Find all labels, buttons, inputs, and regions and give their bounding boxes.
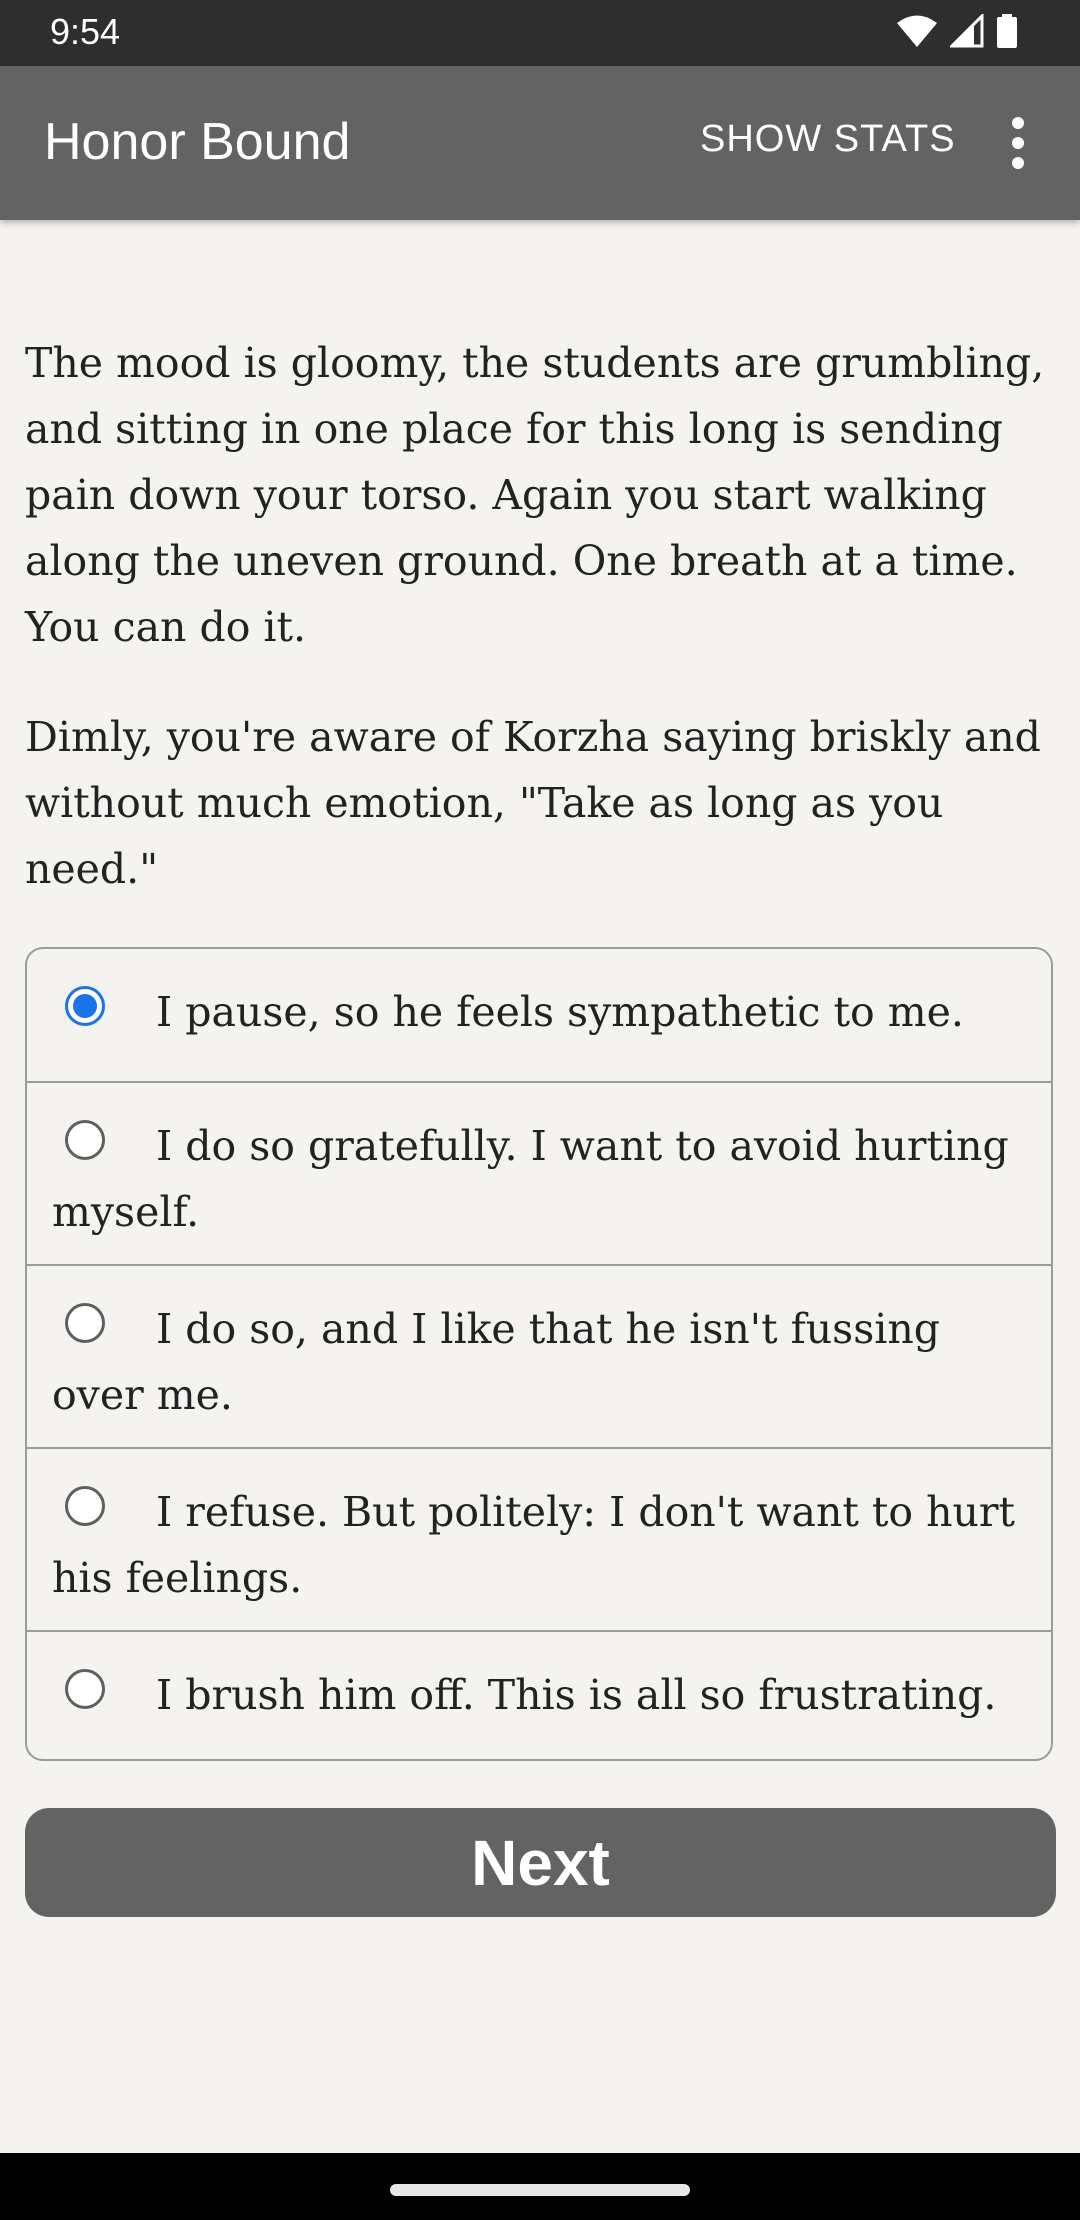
app-title: Honor Bound xyxy=(44,113,351,171)
status-bar xyxy=(0,0,1080,66)
choice-label: I refuse. But politely: I don't want to hurt his feelings. xyxy=(52,1488,1015,1602)
choice-option[interactable] xyxy=(27,1630,1051,1761)
choice-label: I do so, and I like that he isn't fussing over me. xyxy=(52,1305,941,1419)
home-handle[interactable] xyxy=(390,2184,690,2196)
next-button[interactable]: Next xyxy=(25,1808,1056,1917)
choice-option[interactable] xyxy=(27,1081,1051,1264)
choice-label: I do so gratefully. I want to avoid hurting myself. xyxy=(52,1122,1009,1236)
navigation-bar xyxy=(0,2153,1080,2220)
overflow-menu-button[interactable] xyxy=(990,111,1040,175)
choice-option[interactable] xyxy=(27,949,1051,1081)
choice-option[interactable] xyxy=(27,1447,1051,1630)
story-paragraph: The mood is gloomy, the students are grumbling, and sitting in one place for this long is sending pain down your torso. Again you start walking along the uneven ground. One breath at a time. You can do it. xyxy=(25,339,1045,651)
cell-signal-icon xyxy=(950,14,984,52)
app-bar xyxy=(0,66,1080,220)
more-vert-icon xyxy=(990,111,1040,175)
status-time: 9:54 xyxy=(50,11,121,52)
story-paragraph: Dimly, you're aware of Korzha saying briskly and without much emotion, "Take as long as you need." xyxy=(25,713,1041,893)
story-text xyxy=(25,330,1055,946)
choice-label: I brush him off. This is all so frustrating. xyxy=(156,1671,997,1719)
choice-label: I pause, so he feels sympathetic to me. xyxy=(156,988,964,1036)
choice-list xyxy=(25,947,1053,1761)
status-icons xyxy=(896,14,1018,52)
show-stats-button[interactable]: SHOW STATS xyxy=(700,118,956,160)
battery-icon xyxy=(996,14,1018,52)
choice-option[interactable] xyxy=(27,1264,1051,1447)
wifi-icon xyxy=(896,14,938,52)
